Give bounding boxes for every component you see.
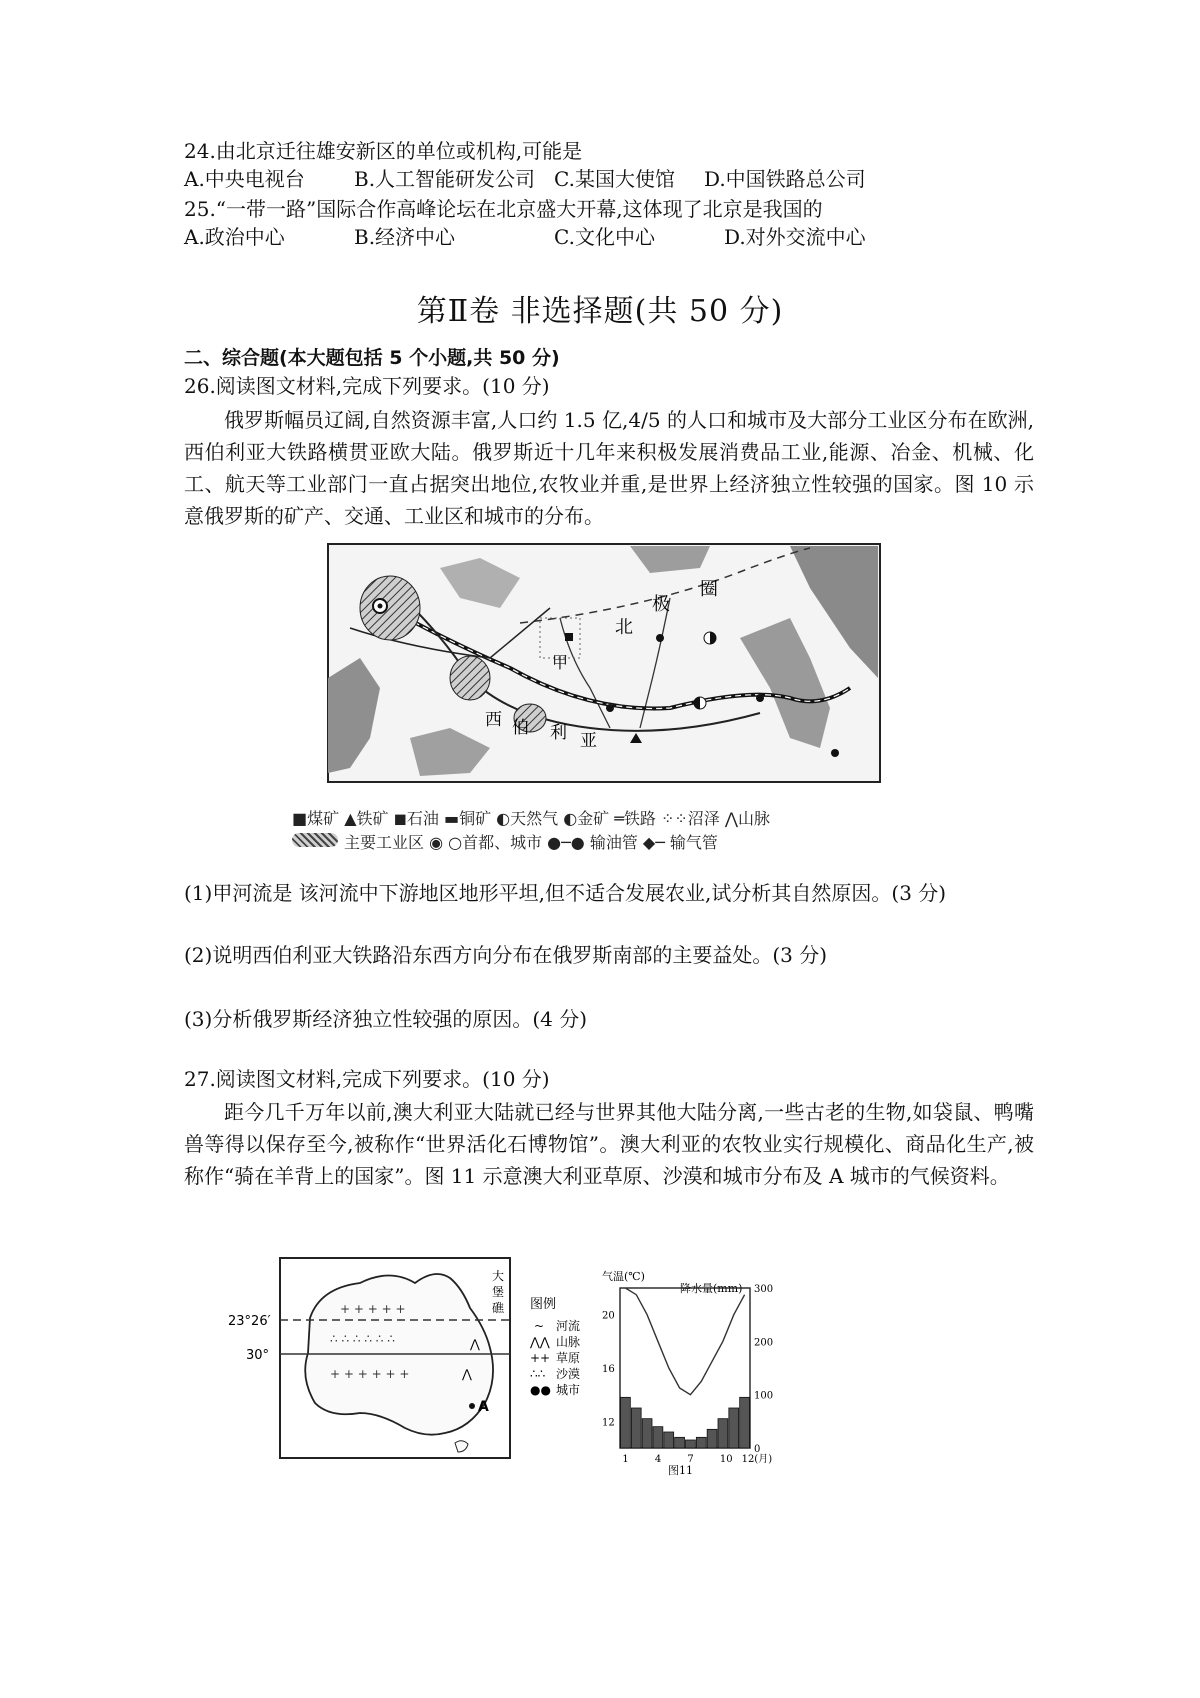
- label-arctic-2: 极: [652, 594, 670, 615]
- grassland-pattern-2: + + + + + +: [330, 1367, 410, 1381]
- label-siberia-4: 亚: [580, 731, 597, 751]
- temp-axis-label: 气温(℃): [602, 1270, 645, 1283]
- precip-axis-label: 降水量(mm): [680, 1282, 743, 1295]
- figure10-legend-row1: ■煤矿 ▲铁矿 ◼石油 ▬铜矿 ◐天然气 ◐金矿 ═铁路 ⁘⁘沼泽 ⋀山脉: [292, 809, 771, 828]
- precip-bar: [740, 1397, 750, 1448]
- q24-option-c: C.某国大使馆: [554, 167, 675, 191]
- precip-bar: [696, 1437, 706, 1448]
- label-reef-3: 礁: [492, 1301, 505, 1315]
- label-lat-30: 30°: [246, 1348, 270, 1363]
- label-river-jia: 甲: [552, 653, 569, 672]
- mountain-symbol: ⋀: [470, 1337, 480, 1351]
- precip-tick-label: 300: [754, 1284, 774, 1295]
- grassland-pattern: + + + + +: [340, 1302, 406, 1316]
- q25-option-b: B.经济中心: [354, 225, 456, 249]
- month-tick-label: 7: [687, 1454, 694, 1465]
- mountain-symbol: ⋀: [462, 1367, 472, 1381]
- city-dot: [656, 634, 664, 642]
- precip-bars: [621, 1397, 750, 1448]
- figure10-russia-map: [290, 538, 920, 798]
- q26-sub1: (1)甲河流是 该河流中下游地区地形平坦,但不适合发展农业,试分析其自然原因。(3 分): [184, 881, 947, 905]
- q26-sub2: (2)说明西伯利亚大铁路沿东西方向分布在俄罗斯南部的主要益处。(3 分): [184, 943, 828, 967]
- q25-option-d: D.对外交流中心: [724, 225, 866, 249]
- q24-options: [184, 166, 944, 192]
- q24-stem: 24.由北京迁往雄安新区的单位或机构,可能是: [184, 139, 583, 163]
- part2-title: 第Ⅱ卷 非选择题(共 50 分): [416, 294, 784, 329]
- legend-item-desert: 沙漠: [556, 1367, 581, 1381]
- temperature-curve: [625, 1288, 744, 1395]
- legend-item-mountain: 山脉: [556, 1335, 581, 1349]
- climate-chart: [602, 1269, 773, 1465]
- q24-option-a: A.中央电视台: [184, 167, 305, 191]
- q25-stem: 25.“一带一路”国际合作高峰论坛在北京盛大开幕,这体现了北京是我国的: [184, 197, 823, 221]
- month-tick-label: 1: [622, 1454, 629, 1465]
- precip-bar: [621, 1397, 631, 1448]
- precip-tick-label: 200: [754, 1337, 774, 1349]
- label-reef-1: 大: [492, 1269, 505, 1283]
- month-tick-label: 10: [719, 1454, 733, 1465]
- label-siberia-3: 利: [550, 723, 567, 743]
- q26-sub3: (3)分析俄罗斯经济独立性较强的原因。(4 分): [184, 1007, 588, 1031]
- precip-tick-label: 0: [754, 1444, 761, 1455]
- month-ticks: [622, 1453, 772, 1465]
- desert-legend-icon: ∴∴: [530, 1367, 546, 1381]
- industrial-zone-ural: [450, 656, 490, 700]
- precip-tick-label: 100: [754, 1390, 774, 1402]
- city-dot: [831, 749, 839, 757]
- q24-option-d: D.中国铁路总公司: [704, 167, 866, 191]
- temp-tick-label: 16: [602, 1364, 615, 1375]
- city-a-dot: [469, 1403, 475, 1409]
- q25-option-a: A.政治中心: [184, 225, 285, 249]
- precip-bar: [718, 1419, 728, 1448]
- precip-bar: [664, 1432, 674, 1448]
- figure11-svg: [200, 1238, 840, 1478]
- label-lat-23: 23°26′: [228, 1314, 271, 1329]
- q25-option-c: C.文化中心: [554, 225, 655, 249]
- mountain-legend-icon: ⋀⋀: [530, 1335, 550, 1349]
- industrial-zone-legend-swatch: [292, 833, 338, 847]
- legend-item-grassland: 草原: [556, 1351, 581, 1365]
- precip-bar: [631, 1408, 641, 1448]
- month-tick-label: 4: [654, 1454, 662, 1465]
- label-arctic-1: 北: [615, 617, 633, 638]
- coal-mine-symbol: [565, 633, 573, 641]
- figure10-legend-row2: [292, 830, 718, 853]
- precip-bar: [729, 1408, 739, 1448]
- legend-row2-text: 主要工业区 ◉ ○首都、城市 ●─● 输油管 ◆─ 输气管: [344, 833, 718, 852]
- label-reef-2: 堡: [492, 1285, 505, 1299]
- figure11-caption: 图11: [668, 1464, 693, 1477]
- russia-map-svg: [290, 538, 920, 798]
- section2-title: 二、综合题(本大题包括 5 个小题,共 50 分): [184, 347, 560, 369]
- desert-pattern: ∴ ∴ ∴ ∴ ∴ ∴: [330, 1332, 395, 1346]
- grassland-legend-icon: ++: [530, 1351, 551, 1365]
- city-dot: [756, 694, 764, 702]
- q27-passage: 距今几千万年以前,澳大利亚大陆就已经与世界其他大陆分离,一些古老的生物,如袋鼠、鸭嘴兽等得以保存至今,被称作“世界活化石博物馆”。澳大利亚的农牧业实行规模化、商品化生产,被称作“骑在羊背上的国家”。图 11 示意澳大利亚草原、沙漠和城市分布及 A 城市的气候资料。: [184, 1100, 1034, 1188]
- temp-ticks: [602, 1311, 615, 1429]
- city-legend-icon: ●●: [530, 1383, 551, 1397]
- precip-bar: [675, 1437, 685, 1448]
- q27-stem: 27.阅读图文材料,完成下列要求。(10 分): [184, 1067, 550, 1091]
- city-dot: [606, 704, 614, 712]
- q26-passage: 俄罗斯幅员辽阔,自然资源丰富,人口约 1.5 亿,4/5 的人口和城市及大部分工业区分布在欧洲,西伯利亚大铁路横贯亚欧大陆。俄罗斯近十几年来积极发展消费品工业,能源、冶金、机械、化工、航天等工业部门一直占据突出地位,农牧业并重,是世界上经济独立性较强的国家。图 10 示意俄罗斯的矿产、交通、工业区和城市的分布。: [184, 408, 1034, 528]
- legend-item-city: 城市: [556, 1383, 581, 1397]
- precip-bar: [707, 1429, 717, 1448]
- river-legend-icon: ~: [534, 1319, 545, 1333]
- label-city-a: A: [478, 1399, 489, 1415]
- legend-title: 图例: [530, 1297, 557, 1312]
- legend-item-river: 河流: [556, 1319, 581, 1333]
- figure11: [200, 1238, 840, 1478]
- q24-option-b: B.人工智能研发公司: [354, 167, 536, 191]
- precip-ticks: [754, 1284, 773, 1455]
- label-siberia-2: 伯: [512, 718, 529, 738]
- label-arctic-3: 圈: [700, 579, 718, 600]
- q25-options: [184, 224, 944, 250]
- precip-bar: [653, 1427, 663, 1448]
- temp-tick-label: 20: [602, 1310, 615, 1322]
- temp-tick-label: 12: [602, 1417, 615, 1429]
- capital-moscow-dot: [378, 604, 383, 609]
- label-siberia-1: 西: [485, 710, 502, 730]
- precip-bar: [686, 1440, 696, 1448]
- month-tick-label: 12(月): [741, 1454, 773, 1465]
- industrial-zone-moscow: [360, 576, 420, 640]
- precip-bar: [642, 1419, 652, 1448]
- q26-stem: 26.阅读图文材料,完成下列要求。(10 分): [184, 374, 550, 398]
